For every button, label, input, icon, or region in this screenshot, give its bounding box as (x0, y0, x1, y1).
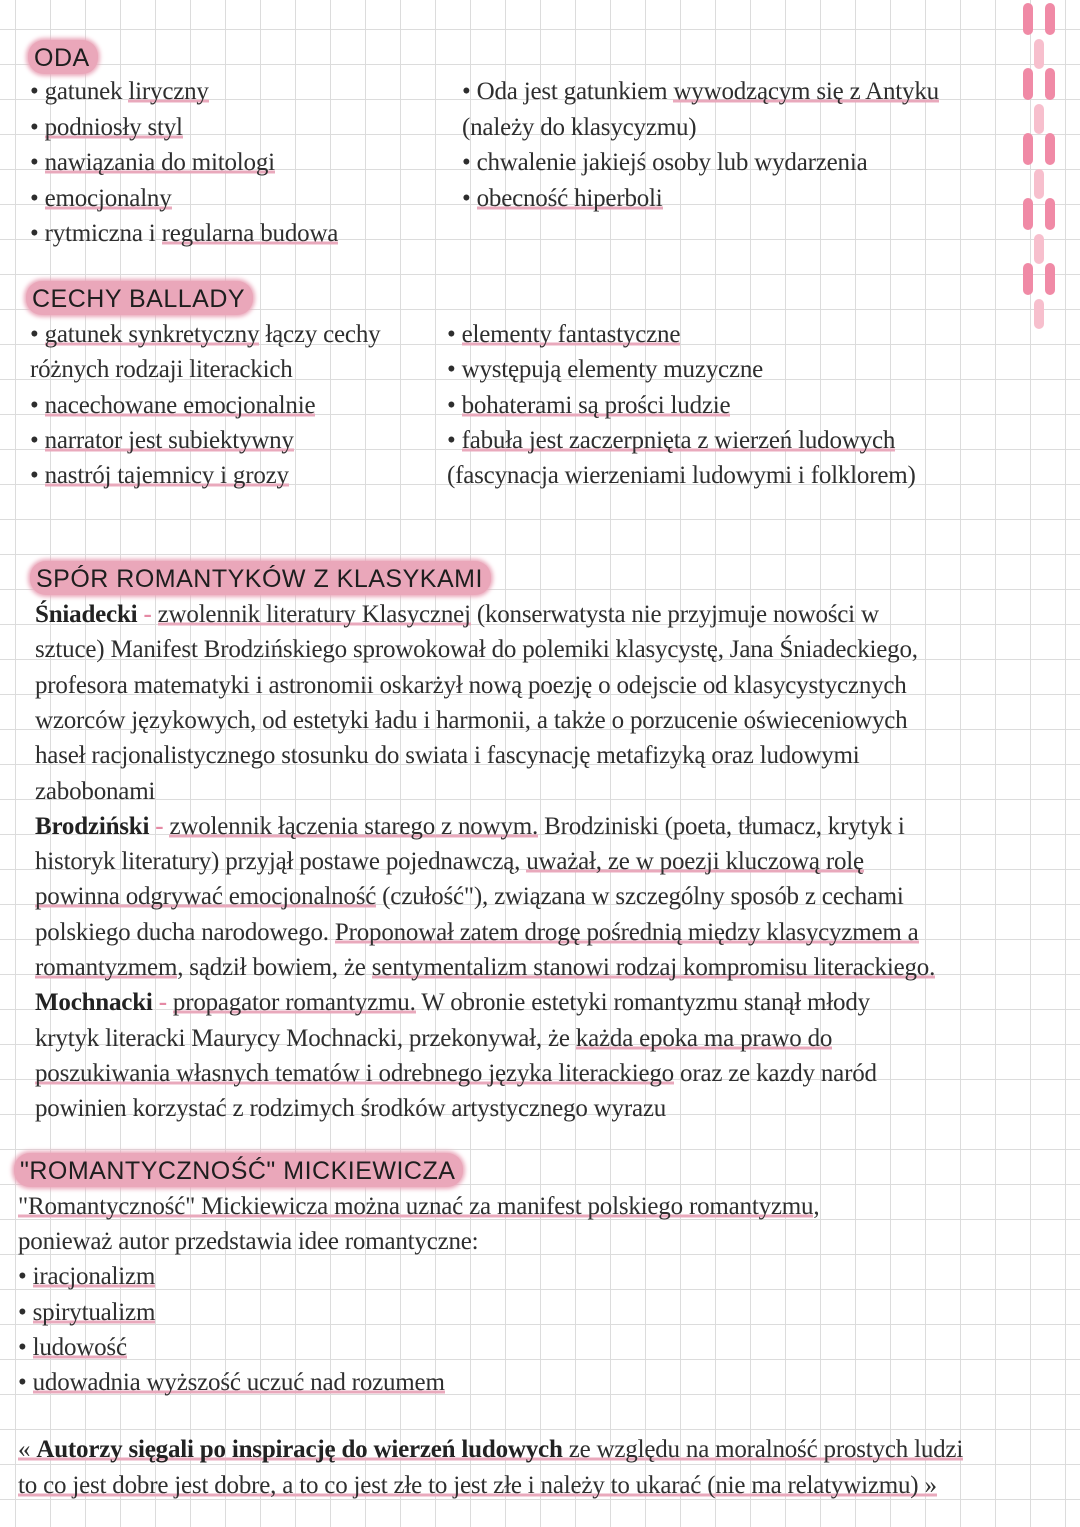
ballada-left-line (30, 388, 315, 423)
text-segment: - (137, 601, 158, 628)
spor-line (35, 703, 907, 738)
oda-left-line (30, 181, 172, 216)
section-heading-ballada: CECHY BALLADY (26, 281, 253, 315)
highlighted-text: każda epoka ma prawo do (575, 1024, 833, 1052)
spor-line (35, 809, 905, 844)
text-segment: ponieważ autor przedstawia idee romantyczne: (18, 1228, 479, 1256)
text-segment: Brodziniski (poeta, tłumacz, krytyk i (538, 812, 905, 840)
text-segment: • (30, 462, 45, 490)
ballada-left-line (30, 352, 293, 387)
highlighted-text: romantyzmem (35, 954, 178, 981)
text-segment: • chwalenie jakiejś osoby lub wydarzenia (462, 149, 868, 176)
spor-line (35, 950, 935, 985)
highlighted-text: nastrój tajemnicy i grozy (44, 462, 289, 490)
spor-line (35, 879, 904, 914)
text-segment: • (447, 321, 462, 348)
highlighted-text: udowadnia wyższość uczuć nad rozumem (32, 1369, 445, 1396)
oda-right-line (462, 110, 696, 145)
ballada-right-line (447, 423, 895, 458)
oda-left-line (30, 216, 338, 251)
oda-left-line (30, 110, 183, 145)
spor-line (35, 597, 879, 632)
spor-line (35, 1091, 666, 1126)
text-segment: historyk literatury) przyjął postawe pojednawczą, (35, 848, 527, 876)
bold-term: Autorzy sięgali po inspirację do wierzeń ludowych (36, 1436, 563, 1463)
decorative-pill-icon (1034, 104, 1044, 134)
text-segment: oraz ze kazdy naród (673, 1059, 877, 1087)
highlighted-text: bohaterami są prości ludzie (461, 391, 731, 419)
highlighted-text: to co jest dobre jest dobre, a to co jest złe to jest złe i należy to ukarać (nie ma relatywizmu) » (18, 1472, 937, 1499)
text-segment: , sądził bowiem, że (177, 954, 372, 981)
highlighted-text: poszukiwania własnych tematów i odrebnego języka literackiego (35, 1059, 674, 1087)
section-heading-oda: ODA (28, 40, 98, 74)
romantycznosc-line (18, 1189, 819, 1224)
text-segment: • (30, 391, 45, 419)
highlighted-text: elementy fantastyczne (461, 321, 681, 348)
romantycznosc-line (18, 1330, 127, 1365)
decorative-pill-icon (1023, 198, 1033, 230)
ballada-left-line (30, 458, 289, 493)
highlighted-text: zwolennik literatury Klasycznej (157, 601, 471, 628)
spor-line (35, 985, 870, 1020)
text-segment: • (18, 1298, 33, 1326)
highlighted-text: propagator romantyzmu. (172, 989, 416, 1017)
text-segment: • Oda jest gatunkiem (462, 78, 674, 105)
bold-term: Mochnacki (35, 989, 153, 1017)
highlighted-text: uważał, ze w poezji kluczową rolę (526, 848, 864, 876)
oda-left-line (30, 74, 209, 109)
decorative-pill-icon (1023, 133, 1033, 165)
decorative-pill-icon (1034, 299, 1044, 329)
text-segment: - (152, 989, 173, 1017)
text-segment: (należy do klasycyzmu) (462, 113, 697, 141)
spor-line (35, 668, 907, 703)
text-segment: • (30, 149, 45, 176)
text-segment: • (18, 1333, 33, 1361)
spor-line (35, 915, 919, 950)
decorative-pill-icon (1045, 263, 1055, 295)
text-segment: łączy cechy (259, 321, 381, 348)
text-segment: różnych rodzaji literackich (30, 356, 293, 384)
text-segment: • (30, 426, 45, 454)
text-segment: • (18, 1369, 33, 1396)
ballada-right-line (447, 388, 730, 423)
text-segment: (czułość"), związana w szczególny sposób z cechami (376, 883, 904, 911)
text-segment: polskiego ducha narodowego. (35, 918, 335, 946)
decorative-pill-icon (1045, 68, 1055, 100)
section-heading-spor: SPÓR ROMANTYKÓW Z KLASYKAMI (30, 561, 491, 595)
highlighted-text: podniosły styl (44, 113, 183, 141)
text-segment: sztuce) Manifest Brodzińskiego sprowokował do polemiki klasycystę, Jana Śniadeckiego, (35, 636, 918, 664)
highlighted-text: obecność hiperboli (476, 184, 663, 212)
oda-left-line (30, 145, 275, 180)
text-segment: • (30, 113, 45, 141)
oda-right-line (462, 181, 663, 216)
spor-line (35, 1056, 877, 1091)
text-segment: krytyk literacki Maurycy Mochnacki, przekonywał, że (35, 1024, 576, 1052)
text-segment: • (447, 391, 462, 419)
ballada-left-line (30, 423, 294, 458)
decorative-pill-icon (1023, 68, 1033, 100)
text-segment: profesora matematyki i astronomii oskarżył nową poezję o odejscie od klasycystycznych (35, 671, 907, 699)
highlighted-text: nacechowane emocjonalnie (44, 391, 316, 419)
oda-right-line (462, 74, 939, 109)
text-segment: wzorców językowych, od estetyki ładu i harmonii, a także o porzucenie oświeceniowych (35, 706, 908, 734)
decorative-pill-icon (1023, 263, 1033, 295)
spor-line (35, 844, 864, 879)
ballada-right-line (447, 458, 916, 493)
highlighted-text: sentymentalizm stanowi rodzaj kompromisu literackiego. (371, 954, 936, 981)
highlighted-text: ze względu na moralność prostych ludzi (562, 1436, 964, 1463)
highlighted-text: « (18, 1436, 37, 1463)
decorative-pill-icon (1045, 198, 1055, 230)
text-segment: • gatunek (30, 78, 129, 105)
romantycznosc-line (18, 1365, 445, 1400)
text-segment: , (813, 1193, 820, 1220)
quote-line (18, 1432, 963, 1467)
decorative-pill-icon (1045, 3, 1055, 35)
highlighted-text: emocjonalny (44, 184, 172, 212)
highlighted-text: Proponował zatem drogę pośrednią między klasycyzmem a (334, 918, 919, 946)
highlighted-text: wywodzącym się z Antyku (673, 78, 939, 105)
highlighted-text: nawiązania do mitologi (44, 149, 275, 176)
highlighted-text: gatunek synkretyczny (44, 321, 260, 348)
text-segment: • występują elementy muzyczne (447, 356, 764, 384)
text-segment: • (447, 426, 462, 454)
decorative-pill-icon (1034, 169, 1044, 199)
text-segment: W obronie estetyki romantyzmu stanął młody (415, 989, 870, 1017)
text-segment: - (149, 812, 170, 840)
bold-term: Brodziński (35, 812, 150, 840)
ballada-right-line (447, 352, 763, 387)
spor-line (35, 738, 860, 773)
decorative-pill-icon (1023, 3, 1033, 35)
romantycznosc-line (18, 1295, 155, 1330)
highlighted-text: zwolennik łączenia starego z nowym. (169, 812, 539, 840)
highlighted-text: regularna budowa (161, 220, 339, 247)
text-segment: (fascynacja wierzeniami ludowymi i folklorem) (447, 462, 916, 490)
highlighted-text: ludowość (32, 1333, 127, 1361)
ballada-right-line (447, 317, 680, 352)
highlighted-text: iracjonalizm (32, 1263, 156, 1291)
highlighted-text: "Romantyczność" Mickiewicza można uznać za manifest polskiego romantyzmu (18, 1193, 814, 1220)
text-segment: • (30, 321, 45, 348)
decorative-pill-icon (1034, 234, 1044, 264)
highlighted-text: narrator jest subiektywny (44, 426, 294, 454)
text-segment: (konserwatysta nie przyjmuje nowości w (470, 601, 879, 628)
oda-right-line (462, 145, 867, 180)
highlighted-text: powinna odgrywać emocjonalność (35, 883, 377, 911)
spor-line (35, 1021, 832, 1056)
text-segment: • (18, 1263, 33, 1291)
section-heading-romantycznosc: "ROMANTYCZNOŚĆ" MICKIEWICZA (14, 1153, 463, 1187)
highlighted-text: spirytualizm (32, 1298, 156, 1326)
highlighted-text: fabuła jest zaczerpnięta z wierzeń ludowych (461, 426, 896, 454)
text-segment: • (30, 184, 45, 212)
decorative-pill-icon (1034, 39, 1044, 69)
decorative-pill-icon (1045, 133, 1055, 165)
highlighted-text: liryczny (128, 78, 209, 105)
text-segment: zabobonami (35, 777, 156, 805)
text-segment: haseł racjonalistycznego stosunku do swiata i fascynację metafizyką oraz ludowymi (35, 742, 860, 770)
spor-line (35, 774, 155, 809)
romantycznosc-line (18, 1224, 478, 1259)
text-segment: powinien korzystać z rodzimych środków artystycznego wyrazu (35, 1095, 667, 1123)
spor-line (35, 632, 918, 667)
ballada-left-line (30, 317, 380, 352)
romantycznosc-line (18, 1259, 155, 1294)
text-segment: • (462, 184, 477, 212)
bold-term: Śniadecki (35, 601, 138, 628)
text-segment: • rytmiczna i (30, 220, 162, 247)
quote-line (18, 1468, 937, 1503)
